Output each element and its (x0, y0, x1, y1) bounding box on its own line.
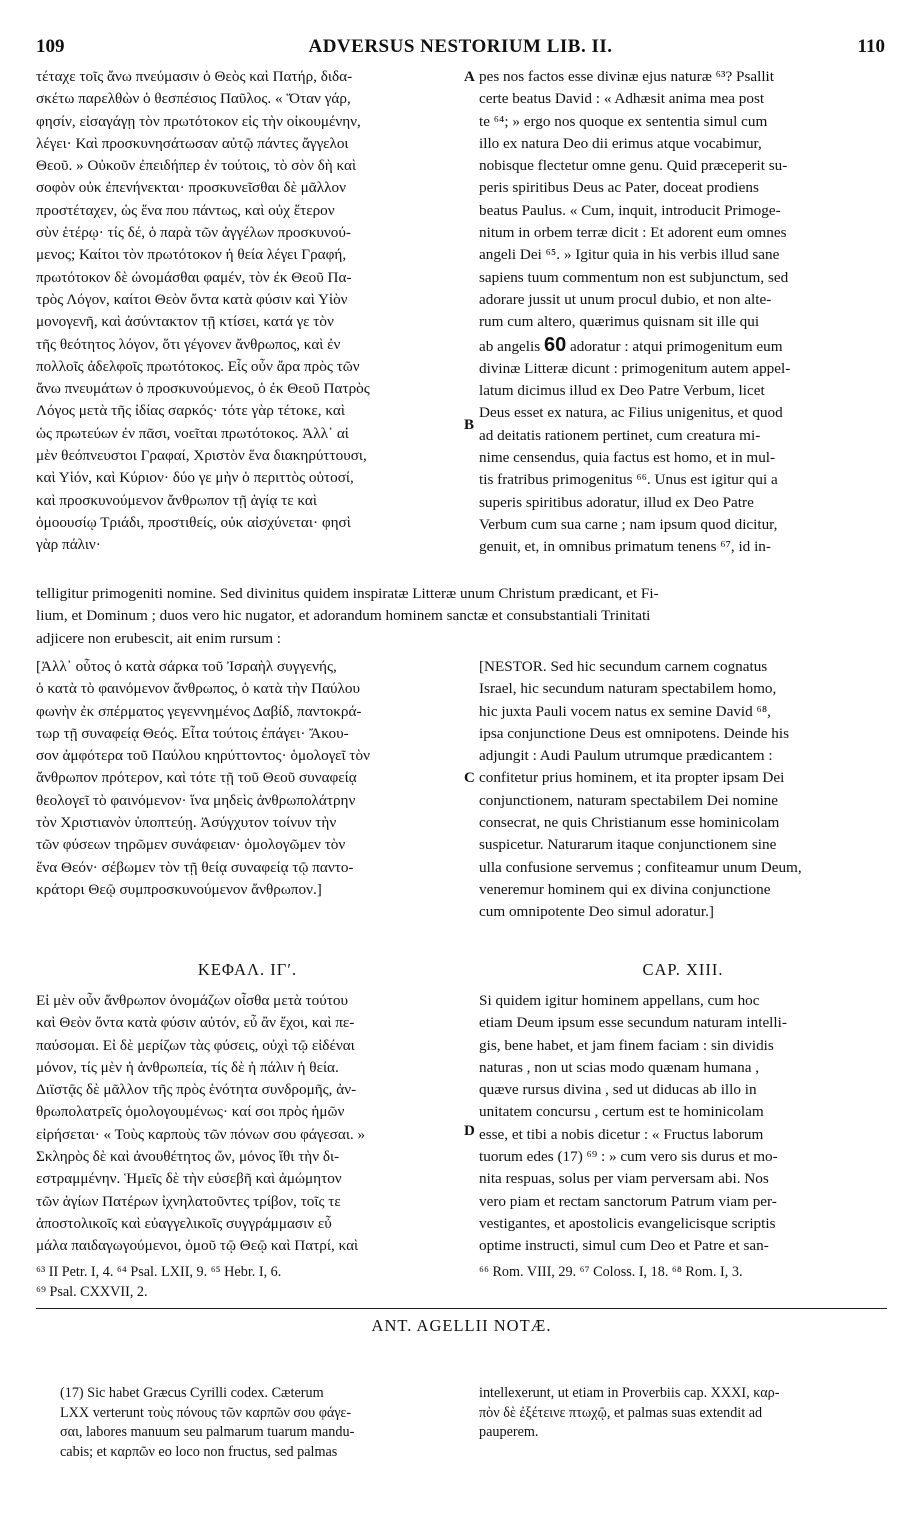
text-line: divinæ Litteræ dicunt : primogenitum autem appel- (479, 359, 791, 377)
text-line: προστέταχεν, ὡς ἕνα που πάντως, καὶ οὐχ ἕτερον (36, 201, 335, 219)
text-line: ἕνα Θεόν· σέβωμεν τὸν τῇ θείᾳ συναφείᾳ τῷ παντο- (36, 858, 354, 876)
text-line: telligitur primogeniti nomine. Sed divinitus quidem inspiratæ Litteræ unum Christum prædicant, et Fi- (36, 585, 659, 602)
text-line: φησίν, εἰσαγάγῃ τὸν πρωτότοκον εἰς τὴν οἰκουμένην, (36, 112, 361, 130)
text-line: gis, bene habet, et jam finem faciam : sin dividis (479, 1036, 774, 1054)
chapter-heading-greek: ΚΕΦΑΛ. ΙΓʹ. (197, 960, 298, 979)
latin-column-top (479, 66, 887, 559)
greek-column-top (36, 66, 459, 557)
text-line: πολλοῖς ἀδελφοῖς πρωτότοκος. Εἷς οὖν ἄρα πρὸς τῶν (36, 357, 360, 375)
footnotes-left (36, 1262, 476, 1302)
text-line: [NESTOR. Sed hic secundum carnem cognatus (479, 658, 768, 675)
text-line: καὶ προσκυνούμενον ἄνθρωπον τῇ ἁγίᾳ τε καὶ (36, 491, 317, 509)
text-line: optime instructi, simul cum Deo et Patre et san- (479, 1237, 769, 1255)
text-line: μονογενῆ, καὶ ἀσύντακτον τῇ κτίσει, κατά γε τὸν (36, 313, 334, 331)
text-line: γὰρ πάλιν· (36, 536, 101, 554)
text-line: suspicetur. Naturarum itaque conjunctionem sine (479, 836, 777, 854)
page-number-right: 110 (857, 36, 885, 57)
text-line: σαι, labores manuum seu palmarum tuarum mandu- (60, 1424, 355, 1440)
text-line: naturas , non ut scias modo quænam humana , (479, 1058, 760, 1076)
text-line: ὡς πρωτεύων ἐν πᾶσι, νοεῖται πρωτότοκος. Ἀλλ᾽ αἱ (36, 424, 349, 442)
text-line: πρωτότοκον δὲ ὠνομάσθαι φαμέν, τὸν ἐκ Θεοῦ Πα- (36, 268, 352, 286)
footnotes-right: ⁶⁶ Rom. VIII, 29. ⁶⁷ Coloss. I, 18. ⁶⁸ Rom. I, 3. (479, 1264, 743, 1280)
text-line: confitetur prius hominem, et ita propter ipsam Dei (479, 769, 785, 787)
notes-title: ANT. AGELLII NOTÆ. (371, 1316, 552, 1335)
text-line: Σκληρὸς δὲ καὶ ἀνουθέτητος ὤν, μόνος ἴθι τὴν δι- (36, 1148, 340, 1166)
running-header (36, 36, 885, 60)
text-line: μὲν θεόπνευστοι Γραφαί, Χριστὸν ἕνα διακηρύττουσι, (36, 447, 367, 465)
text-line: μόνον, τίς μὲν ἡ ἀνθρωπεία, τίς δὲ ἡ πάλιν ἡ θεία. (36, 1058, 339, 1076)
text-line: μενος; Καίτοι τὸν πρωτότοκον ἡ θεία λέγει Γραφή, (36, 246, 347, 264)
text-line: rum cum altero, quærimus quisnam sit ille qui (479, 313, 760, 331)
text-line: Εἰ μὲν οὖν ἄνθρωπον ὀνομάζων οἶσθα μετὰ τούτου (36, 992, 348, 1009)
text-line: tuorum edes (17) ⁶⁹ : » cum vero sis durus et mo- (479, 1148, 778, 1166)
text-line: ὁ κατὰ τὸ φαινόμενον ἄνθρωπος, ὁ κατὰ τὴν Παύλου (36, 680, 361, 698)
text-line: θεολογεῖ τὸ φαινόμενον· ἵνα μηδεὶς ἀνθρωπολάτρην (36, 791, 356, 809)
text-line: intellexerunt, ut etiam in Proverbiis cap. XXXI, καρ- (479, 1385, 780, 1401)
text-line: τρὸς Λόγον, καίτοι Θεὸν ὄντα κατὰ φύσιν καὶ Υἱὸν (36, 290, 348, 308)
text-line: unitatem concursu , certum est te hominicolam (479, 1103, 764, 1121)
latin-column-bottom (479, 990, 887, 1258)
running-title: ADVERSUS NESTORIUM LIB. II. (308, 36, 613, 57)
text-line: veneremur hominem qui ex divina conjunctione (479, 880, 771, 898)
text-line: etiam Deum ipsum esse secundum naturam intelli- (479, 1014, 787, 1032)
margin-letter-b: B (464, 417, 475, 433)
text-line: Verbum cum sua carne ; nam ipsum quod dicitur, (479, 515, 778, 533)
text-line: Israel, hic secundum naturam spectabilem homo, (479, 680, 777, 698)
text-line: σκέτω παρελθὼν ὁ θεσπέσιος Παῦλος. « Ὅταν γάρ, (36, 90, 351, 108)
text-line: lium, et Dominum ; duos vero hic nugator, et adorandum hominem sanctæ et consubstantiali Trinitati (36, 607, 651, 625)
text-line: esse, et tibi a nobis dicetur : « Fructus laborum (479, 1125, 764, 1143)
text-line: adorare jussit ut unum procul dubio, et non alte- (479, 290, 772, 308)
text-line: καὶ Θεὸν ὄντα κατὰ φύσιν αὐτόν, εὖ ἂν ἔχοι, καὶ πε- (36, 1014, 355, 1032)
margin-letter-a: A (464, 69, 475, 85)
text-line: ἄνω πνευμάτων ὁ προσκυνούμενος, ὁ ἐκ Θεοῦ Πατρὸς (36, 380, 370, 398)
text-line: vero piam et rectam sanctorum Patrum viam per- (479, 1192, 777, 1210)
text-line: εἰρήσεται· « Τοὺς καρποὺς τῶν πόνων σου φάγεσαι. » (36, 1125, 366, 1143)
text-line: ab angelis 60 adoratur : atqui primogenitum eum (479, 333, 783, 356)
text-line: σον ἀμφότερα τοῦ Παύλου κηρύττοντος· ὁμολογεῖ τὸν (36, 747, 370, 765)
text-line: ὁμοουσίῳ Τριάδι, προστιθείς, οὐκ αἰσχύνεται· φησὶ (36, 513, 351, 531)
text-line: consecrat, ne quis Christianum esse hominicolam (479, 814, 780, 832)
text-line: τῶν ἁγίων Πατέρων ἰχνηλατοῦντες τρίβον, τοῖς τε (36, 1192, 341, 1210)
column-number-marker: 60 (543, 333, 567, 356)
text-line: φωνὴν ἐκ σπέρματος γεγεννημένος Δαβίδ, παντοκρά- (36, 702, 362, 720)
text-line: beatus Paulus. « Cum, inquit, introducit Primoge- (479, 201, 781, 219)
text-line: παύσομαι. Εἰ δὲ μερίζων τὰς φύσεις, οὐχὶ τῷ εἰδέναι (36, 1036, 355, 1054)
text-line: τέταχε τοῖς ἄνω πνεύμασιν ὁ Θεὸς καὶ Πατήρ, διδα- (36, 68, 353, 85)
latin-column-middle (479, 656, 887, 924)
text-line: cabis; et καρπῶν eo loco non fructus, sed palmas (60, 1443, 338, 1460)
text-line: τὸν Χριστιανὸν ὑποπτεύῃ. Ἀσύγχυτον τοίνυν τὴν (36, 814, 337, 832)
text-line: σοφὸν οὐκ ἐπενήνεκται· προσκυνεῖσθαι δὲ μᾶλλον (36, 179, 346, 197)
text-line: adjicere non erubescit, ait enim rursum : (36, 629, 282, 647)
text-line: λέγει· Καὶ προσκυνησάτωσαν αὐτῷ πάντες ἄγγελοι (36, 134, 349, 152)
text-line: Deus esset ex natura, ac Filius unigenitus, et quod (479, 404, 783, 422)
text-line: πὸν δὲ ἐξέτεινε πτωχῷ, et palmas suas extendit ad (479, 1404, 763, 1421)
full-width-text (36, 583, 887, 650)
text-line: [Ἀλλ᾽ οὗτος ὁ κατὰ σάρκα τοῦ Ἰσραὴλ συγγενής, (36, 658, 337, 675)
text-line: ⁶³ II Petr. I, 4. ⁶⁴ Psal. LXII, 9. ⁶⁵ Hebr. I, 6. (36, 1264, 282, 1280)
text-line: Si quidem igitur hominem appellans, cum hoc (479, 992, 760, 1009)
text-line: καὶ Υἱόν, καὶ Κύριον· δύο γε μὴν ὁ περιττὸς οὑτοσί, (36, 469, 354, 487)
text-line: genuit, et, in omnibus primatum tenens ⁶⁷, id in- (479, 538, 771, 556)
text-line: ipsa conjunctione Deus est omnipotens. Deinde his (479, 724, 790, 742)
notes-right (479, 1384, 887, 1443)
text-line: θρωπολατρεῖς ὁμολογουμένως· καί σοι πρὸς ἡμῶν (36, 1103, 345, 1121)
text-line: LXX verterunt τοὺς πόνους τῶν καρπῶν σου φάγε- (60, 1404, 352, 1421)
text-line: nime censendus, quia factus est homo, et in mul- (479, 449, 776, 467)
text-line: Λόγος μετὰ τῆς ἰδίας σαρκός· τότε γὰρ τέτοκε, καὶ (36, 402, 345, 420)
text-line: tis fratribus primogenitus ⁶⁶. Unus est igitur qui a (479, 471, 778, 489)
text-line: sapiens tuum commentum non est subjunctum, sed (479, 268, 789, 286)
text-line: nita respuas, solus per viam perversam abi. Nos (479, 1170, 769, 1188)
text-line: ⁶⁹ Psal. CXXVII, 2. (36, 1284, 148, 1300)
text-line: ulla confusione servemus ; confiteamur unum Deum, (479, 858, 802, 876)
text-line: quæve rursus divina , sed ut diducas ab illo in (479, 1081, 757, 1099)
text-line: ἀποστολικοῖς καὶ εὐαγγελικοῖς συγγράμμασιν εὖ (36, 1214, 332, 1232)
text-line: illo ex natura Deo dii erimus atque vocabimur, (479, 134, 762, 152)
text-line: conjunctionem, naturam spectabilem Dei nomine (479, 791, 779, 809)
text-line: τωρ τῇ συναφείᾳ Θεός. Εἶτα τούτοις ἐπάγει· Ἄκου- (36, 724, 349, 742)
notes-left (60, 1384, 460, 1462)
chapter-heading-latin: CAP. XIII. (642, 960, 724, 979)
text-line: ἄνθρωπον πρότερον, καὶ τότε τῇ τοῦ Θεοῦ συναφείᾳ (36, 769, 357, 787)
text-line: nitum in orbem terræ dicit : Et adorent eum omnes (479, 224, 787, 242)
greek-column-middle (36, 656, 459, 901)
margin-letter-d: D (464, 1123, 475, 1139)
text-line: τῆς θεότητος λόγον, ὅτι γέγονεν ἄνθρωπος, καὶ ἐν (36, 335, 341, 353)
text-line: adjungit : Audi Paulum utrumque prædicantem : (479, 747, 773, 765)
text-line: μάλα παιδαγωγούμενοι, ὁμοῦ τῷ Θεῷ καὶ Πατρί, καὶ (36, 1237, 359, 1255)
text-line: certe beatus David : « Adhæsit anima mea post (479, 90, 765, 108)
text-line: σὺν ἑτέρῳ· τίς δέ, ὁ παρὰ τῶν ἀγγέλων προσκυνού- (36, 224, 351, 242)
text-line: pauperem. (479, 1424, 539, 1440)
text-line: te ⁶⁴; » ergo nos quoque ex sententia simul cum (479, 112, 768, 130)
text-line: εστραμμένην. Ἡμεῖς δὲ τὴν εὐσεβῆ καὶ ἀμώμητον (36, 1170, 342, 1188)
text-line: cum omnipotente Deo simul adoratur.] (479, 903, 714, 921)
text-line: vestigantes, et apostolicis evangelicisque scriptis (479, 1214, 776, 1232)
greek-column-bottom (36, 990, 459, 1258)
text-line: nobisque flectetur omne genu. Quid præceperit su- (479, 157, 788, 175)
margin-letter-c: C (464, 770, 475, 786)
text-line: Διϊστᾷς δὲ μᾶλλον τῆς πρὸς ἑνότητα συνδρομῆς, ἀν- (36, 1081, 357, 1099)
text-line: (17) Sic habet Græcus Cyrilli codex. Cæterum (60, 1385, 324, 1401)
page-number-left: 109 (36, 36, 65, 57)
text-line: κράτορι Θεῷ συμπροσκυνούμενον ἄνθρωπον.] (36, 880, 322, 898)
notes-divider (36, 1308, 887, 1309)
text-line: pes nos factos esse divinæ ejus naturæ ⁶³? Psallit (479, 68, 774, 85)
text-line: τῶν φύσεων τηρῶμεν συνάφειαν· ὁμολογῶμεν τὸν (36, 836, 346, 854)
text-line: latum dicimus illud ex Deo Patre Verbum, licet (479, 382, 765, 400)
text-line: angeli Dei ⁶⁵. » Igitur quia in his verbis illud sane (479, 246, 780, 264)
text-line: hic juxta Pauli vocem natus ex semine David ⁶⁸, (479, 702, 771, 720)
text-line: Θεοῦ. » Οὐκοῦν ἐπειδήπερ ἐν τούτοις, τὸ σὸν δὴ καὶ (36, 157, 357, 175)
text-line: superis spiritibus adoratur, illud ex Deo Patre (479, 493, 754, 511)
text-line: ad deitatis rationem pertinet, cum creatura mi- (479, 426, 761, 444)
text-line: peris spiritibus Deus ac Pater, doceat prodiens (479, 179, 759, 197)
